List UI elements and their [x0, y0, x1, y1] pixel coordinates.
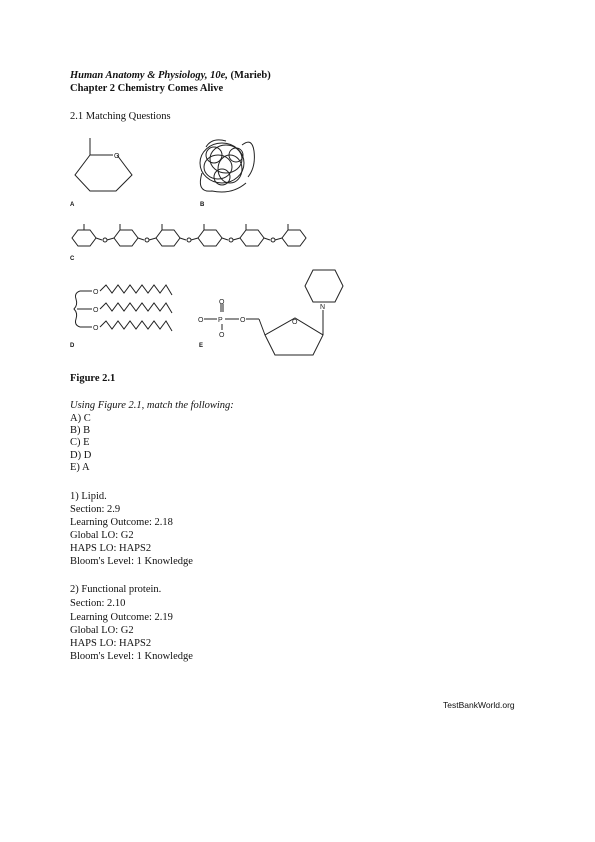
svg-text:O: O — [93, 289, 99, 296]
item-2-blooms: Bloom's Level: 1 Knowledge — [70, 651, 193, 662]
figure-c-ring-4 — [198, 224, 222, 246]
item-2-haps-lo: HAPS LO: HAPS2 — [70, 638, 152, 649]
figure-label-c: C — [70, 256, 75, 262]
option-c: C) E — [70, 437, 90, 448]
book-author: (Marieb) — [227, 70, 271, 81]
book-title: Human Anatomy & Physiology, 10e, — [70, 70, 228, 81]
item-1-global-lo: Global LO: G2 — [70, 530, 134, 541]
figure-d-triglyceride — [70, 283, 190, 343]
figure-e-nucleotide — [195, 260, 355, 360]
item-2-global-lo: Global LO: G2 — [70, 625, 134, 636]
figure-c-ring-5 — [240, 224, 264, 246]
figure-a-ring — [70, 135, 150, 205]
item-1-outcome: Learning Outcome: 2.18 — [70, 517, 173, 528]
item-2-section: Section: 2.10 — [70, 598, 126, 609]
svg-text:O: O — [219, 332, 225, 339]
figure-label-d: D — [70, 343, 75, 349]
option-e: E) A — [70, 462, 90, 473]
option-a: A) C — [70, 413, 91, 424]
figure-e-nitrogen: N — [320, 304, 326, 311]
figure-caption: Figure 2.1 — [70, 373, 116, 384]
figure-label-b: B — [200, 202, 205, 208]
option-b: B) B — [70, 425, 91, 436]
option-d: D) D — [70, 450, 92, 461]
book-title-line — [70, 70, 271, 82]
figure-a-oxygen: O — [114, 153, 120, 160]
figure-c-ring-6 — [282, 224, 306, 246]
item-1-title: 1) Lipid. — [70, 491, 107, 502]
figure-c-ring-3 — [156, 224, 180, 246]
svg-text:O: O — [219, 299, 225, 306]
item-1-haps-lo: HAPS LO: HAPS2 — [70, 543, 152, 554]
svg-text:O: O — [292, 319, 298, 326]
figure-e-phosphorus: P — [218, 317, 223, 324]
svg-text:O: O — [198, 317, 204, 324]
question-prompt: Using Figure 2.1, match the following: — [70, 400, 234, 411]
footer-source: TestBankWorld.org — [443, 700, 515, 710]
figure-b-protein — [192, 133, 272, 203]
figure-c-polysaccharide — [70, 222, 310, 252]
chapter-title: Chapter 2 Chemistry Comes Alive — [70, 83, 224, 94]
figure-label-a: A — [70, 202, 75, 208]
item-1-blooms: Bloom's Level: 1 Knowledge — [70, 556, 193, 567]
svg-text:O: O — [93, 325, 99, 332]
figure-c-ring-1 — [72, 224, 96, 246]
figure-label-e: E — [199, 343, 204, 349]
item-2-outcome: Learning Outcome: 2.19 — [70, 612, 173, 623]
item-1-section: Section: 2.9 — [70, 504, 121, 515]
figure-c-ring-2 — [114, 224, 138, 246]
svg-text:O: O — [93, 307, 99, 314]
item-2-title: 2) Functional protein. — [70, 584, 162, 595]
svg-text:O: O — [240, 317, 246, 324]
section-title: 2.1 Matching Questions — [70, 111, 171, 122]
